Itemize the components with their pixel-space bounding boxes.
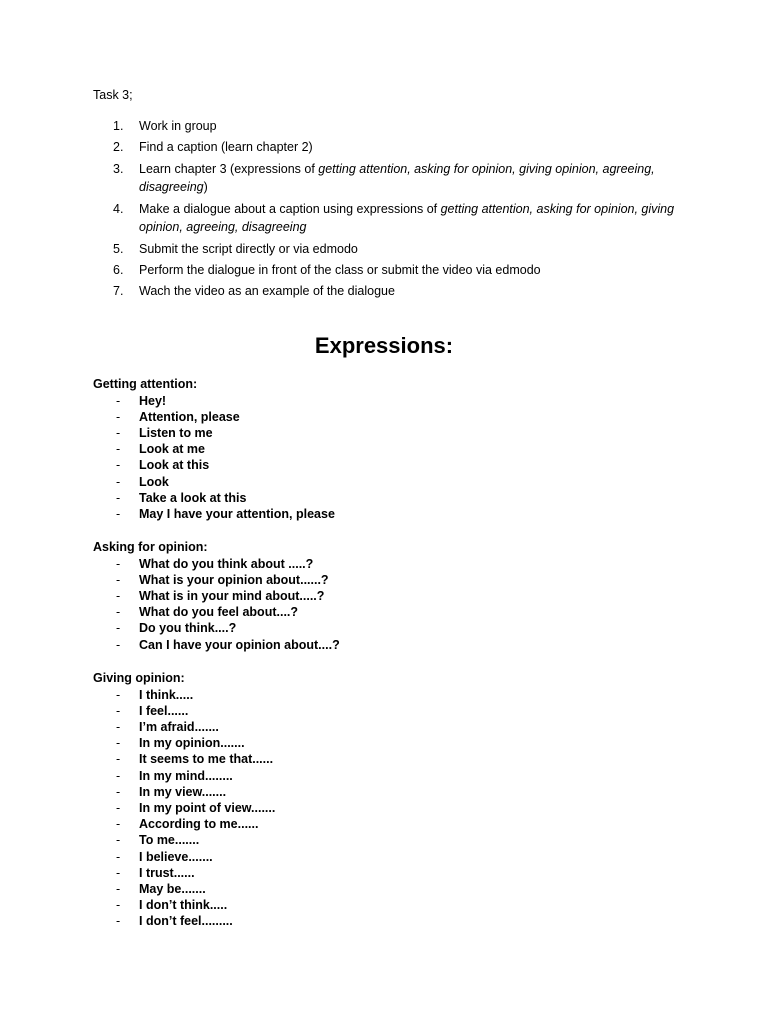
bullet-dash: -	[116, 849, 121, 864]
bullet-dash: -	[116, 442, 121, 457]
expression-text: What do you think about .....?	[139, 556, 314, 571]
expression-text: I believe.......	[139, 849, 213, 864]
task-list	[93, 117, 693, 304]
bullet-dash: -	[116, 605, 121, 620]
expression-item	[93, 556, 593, 572]
expression-item	[93, 393, 593, 409]
expression-text: In my mind........	[139, 768, 233, 783]
bullet-dash: -	[116, 898, 121, 913]
expression-text: Can I have your opinion about....?	[139, 637, 340, 652]
section-title: Giving opinion:	[93, 671, 185, 685]
task-item-text: Learn chapter 3 (expressions of	[139, 161, 319, 176]
bullet-dash: -	[116, 474, 121, 489]
expression-item	[93, 832, 593, 848]
bullet-dash: -	[116, 506, 121, 521]
task-item-number: 2.	[113, 140, 124, 155]
task-item-text: Perform the dialogue in front of the class or submit the video via edmodo	[139, 263, 541, 278]
expression-text: May I have your attention, please	[139, 506, 335, 521]
expression-list	[93, 393, 593, 523]
bullet-dash: -	[116, 784, 121, 799]
expression-list	[93, 556, 593, 653]
expression-item	[93, 604, 593, 620]
bullet-dash: -	[116, 719, 121, 734]
expression-item	[93, 784, 593, 800]
expression-text: What do you feel about....?	[139, 605, 299, 620]
task-item	[93, 261, 693, 280]
expression-item	[93, 687, 593, 703]
expression-text: Take a look at this	[139, 490, 247, 505]
expression-item	[93, 620, 593, 636]
expression-text: I don’t feel.........	[139, 914, 233, 929]
bullet-dash: -	[116, 817, 121, 832]
task-item	[93, 282, 693, 301]
task-item-text: Find a caption (learn chapter 2)	[139, 140, 313, 155]
task-item-number: 7.	[113, 284, 124, 299]
task-item	[93, 240, 693, 259]
expression-item	[93, 457, 593, 473]
expression-item	[93, 768, 593, 784]
bullet-dash: -	[116, 572, 121, 587]
expression-text: Do you think....?	[139, 621, 237, 636]
expression-text: In my point of view.......	[139, 800, 276, 815]
expression-item	[93, 506, 593, 522]
expression-text: I feel......	[139, 703, 189, 718]
section-asking-for-opinion	[93, 539, 593, 653]
task-item	[93, 117, 693, 136]
task-item	[93, 138, 693, 157]
expression-text: I think.....	[139, 687, 194, 702]
expression-text: In my view.......	[139, 784, 227, 799]
task-item-number: 4.	[113, 201, 124, 216]
section-title: Asking for opinion:	[93, 540, 208, 554]
task-item-emphasis: getting attention, asking for opinion, giving opinion, agreeing, disagreeing	[139, 201, 675, 235]
task-item-text: )	[203, 180, 208, 195]
bullet-dash: -	[116, 588, 121, 603]
expression-item	[93, 865, 593, 881]
expression-text: I don’t think.....	[139, 898, 228, 913]
expression-text: I trust......	[139, 865, 195, 880]
expression-text: May be.......	[139, 881, 206, 896]
bullet-dash: -	[116, 425, 121, 440]
bullet-dash: -	[116, 393, 121, 408]
section-giving-opinion	[93, 670, 593, 930]
expression-item	[93, 881, 593, 897]
bullet-dash: -	[116, 490, 121, 505]
task-item-number: 3.	[113, 161, 124, 176]
bullet-dash: -	[116, 752, 121, 767]
bullet-dash: -	[116, 556, 121, 571]
expression-list	[93, 687, 593, 930]
bullet-dash: -	[116, 703, 121, 718]
expression-text: Look at me	[139, 442, 205, 457]
bullet-dash: -	[116, 800, 121, 815]
expression-item	[93, 588, 593, 604]
task-item	[93, 200, 693, 238]
bullet-dash: -	[116, 881, 121, 896]
bullet-dash: -	[116, 768, 121, 783]
bullet-dash: -	[116, 736, 121, 751]
expression-item	[93, 897, 593, 913]
expression-text: Look	[139, 474, 169, 489]
expression-item	[93, 703, 593, 719]
expression-text: Look at this	[139, 458, 210, 473]
expression-item	[93, 735, 593, 751]
task-item-number: 5.	[113, 241, 124, 256]
bullet-dash: -	[116, 865, 121, 880]
expression-item	[93, 490, 593, 506]
expression-item	[93, 637, 593, 653]
bullet-dash: -	[116, 914, 121, 929]
bullet-dash: -	[116, 687, 121, 702]
task-item-number: 1.	[113, 119, 124, 133]
expression-text: What is in your mind about.....?	[139, 588, 325, 603]
expression-item	[93, 913, 593, 929]
section-title: Getting attention:	[93, 377, 198, 391]
expression-text: Listen to me	[139, 425, 213, 440]
bullet-dash: -	[116, 621, 121, 636]
task-item-text: Wach the video as an example of the dialogue	[139, 284, 395, 299]
task-item-emphasis: getting attention, asking for opinion, giving opinion, agreeing, disagreeing	[139, 161, 655, 195]
expression-item	[93, 800, 593, 816]
expression-item	[93, 751, 593, 767]
expression-text: What is your opinion about......?	[139, 572, 329, 587]
expression-text: It seems to me that......	[139, 752, 274, 767]
task-item-number: 6.	[113, 263, 124, 278]
task-heading: Task 3;	[93, 88, 133, 102]
task-item-text: Make a dialogue about a caption using expressions of	[139, 201, 441, 216]
expression-text: In my opinion.......	[139, 736, 245, 751]
expression-text: To me.......	[139, 833, 200, 848]
section-getting-attention	[93, 376, 593, 522]
bullet-dash: -	[116, 637, 121, 652]
expression-item	[93, 474, 593, 490]
expression-item	[93, 572, 593, 588]
expression-item	[93, 441, 593, 457]
expression-text: Attention, please	[139, 409, 240, 424]
expression-text: According to me......	[139, 817, 259, 832]
expression-item	[93, 849, 593, 865]
expression-text: I’m afraid.......	[139, 719, 219, 734]
expression-text: Hey!	[139, 393, 167, 408]
bullet-dash: -	[116, 409, 121, 424]
expression-item	[93, 425, 593, 441]
task-item-text: Submit the script directly or via edmodo	[139, 241, 358, 256]
expressions-title: Expressions:	[314, 333, 454, 358]
task-item-text: Work in group	[139, 119, 217, 133]
bullet-dash: -	[116, 833, 121, 848]
task-item	[93, 160, 693, 198]
expression-item	[93, 816, 593, 832]
bullet-dash: -	[116, 458, 121, 473]
expression-item	[93, 719, 593, 735]
expression-item	[93, 409, 593, 425]
